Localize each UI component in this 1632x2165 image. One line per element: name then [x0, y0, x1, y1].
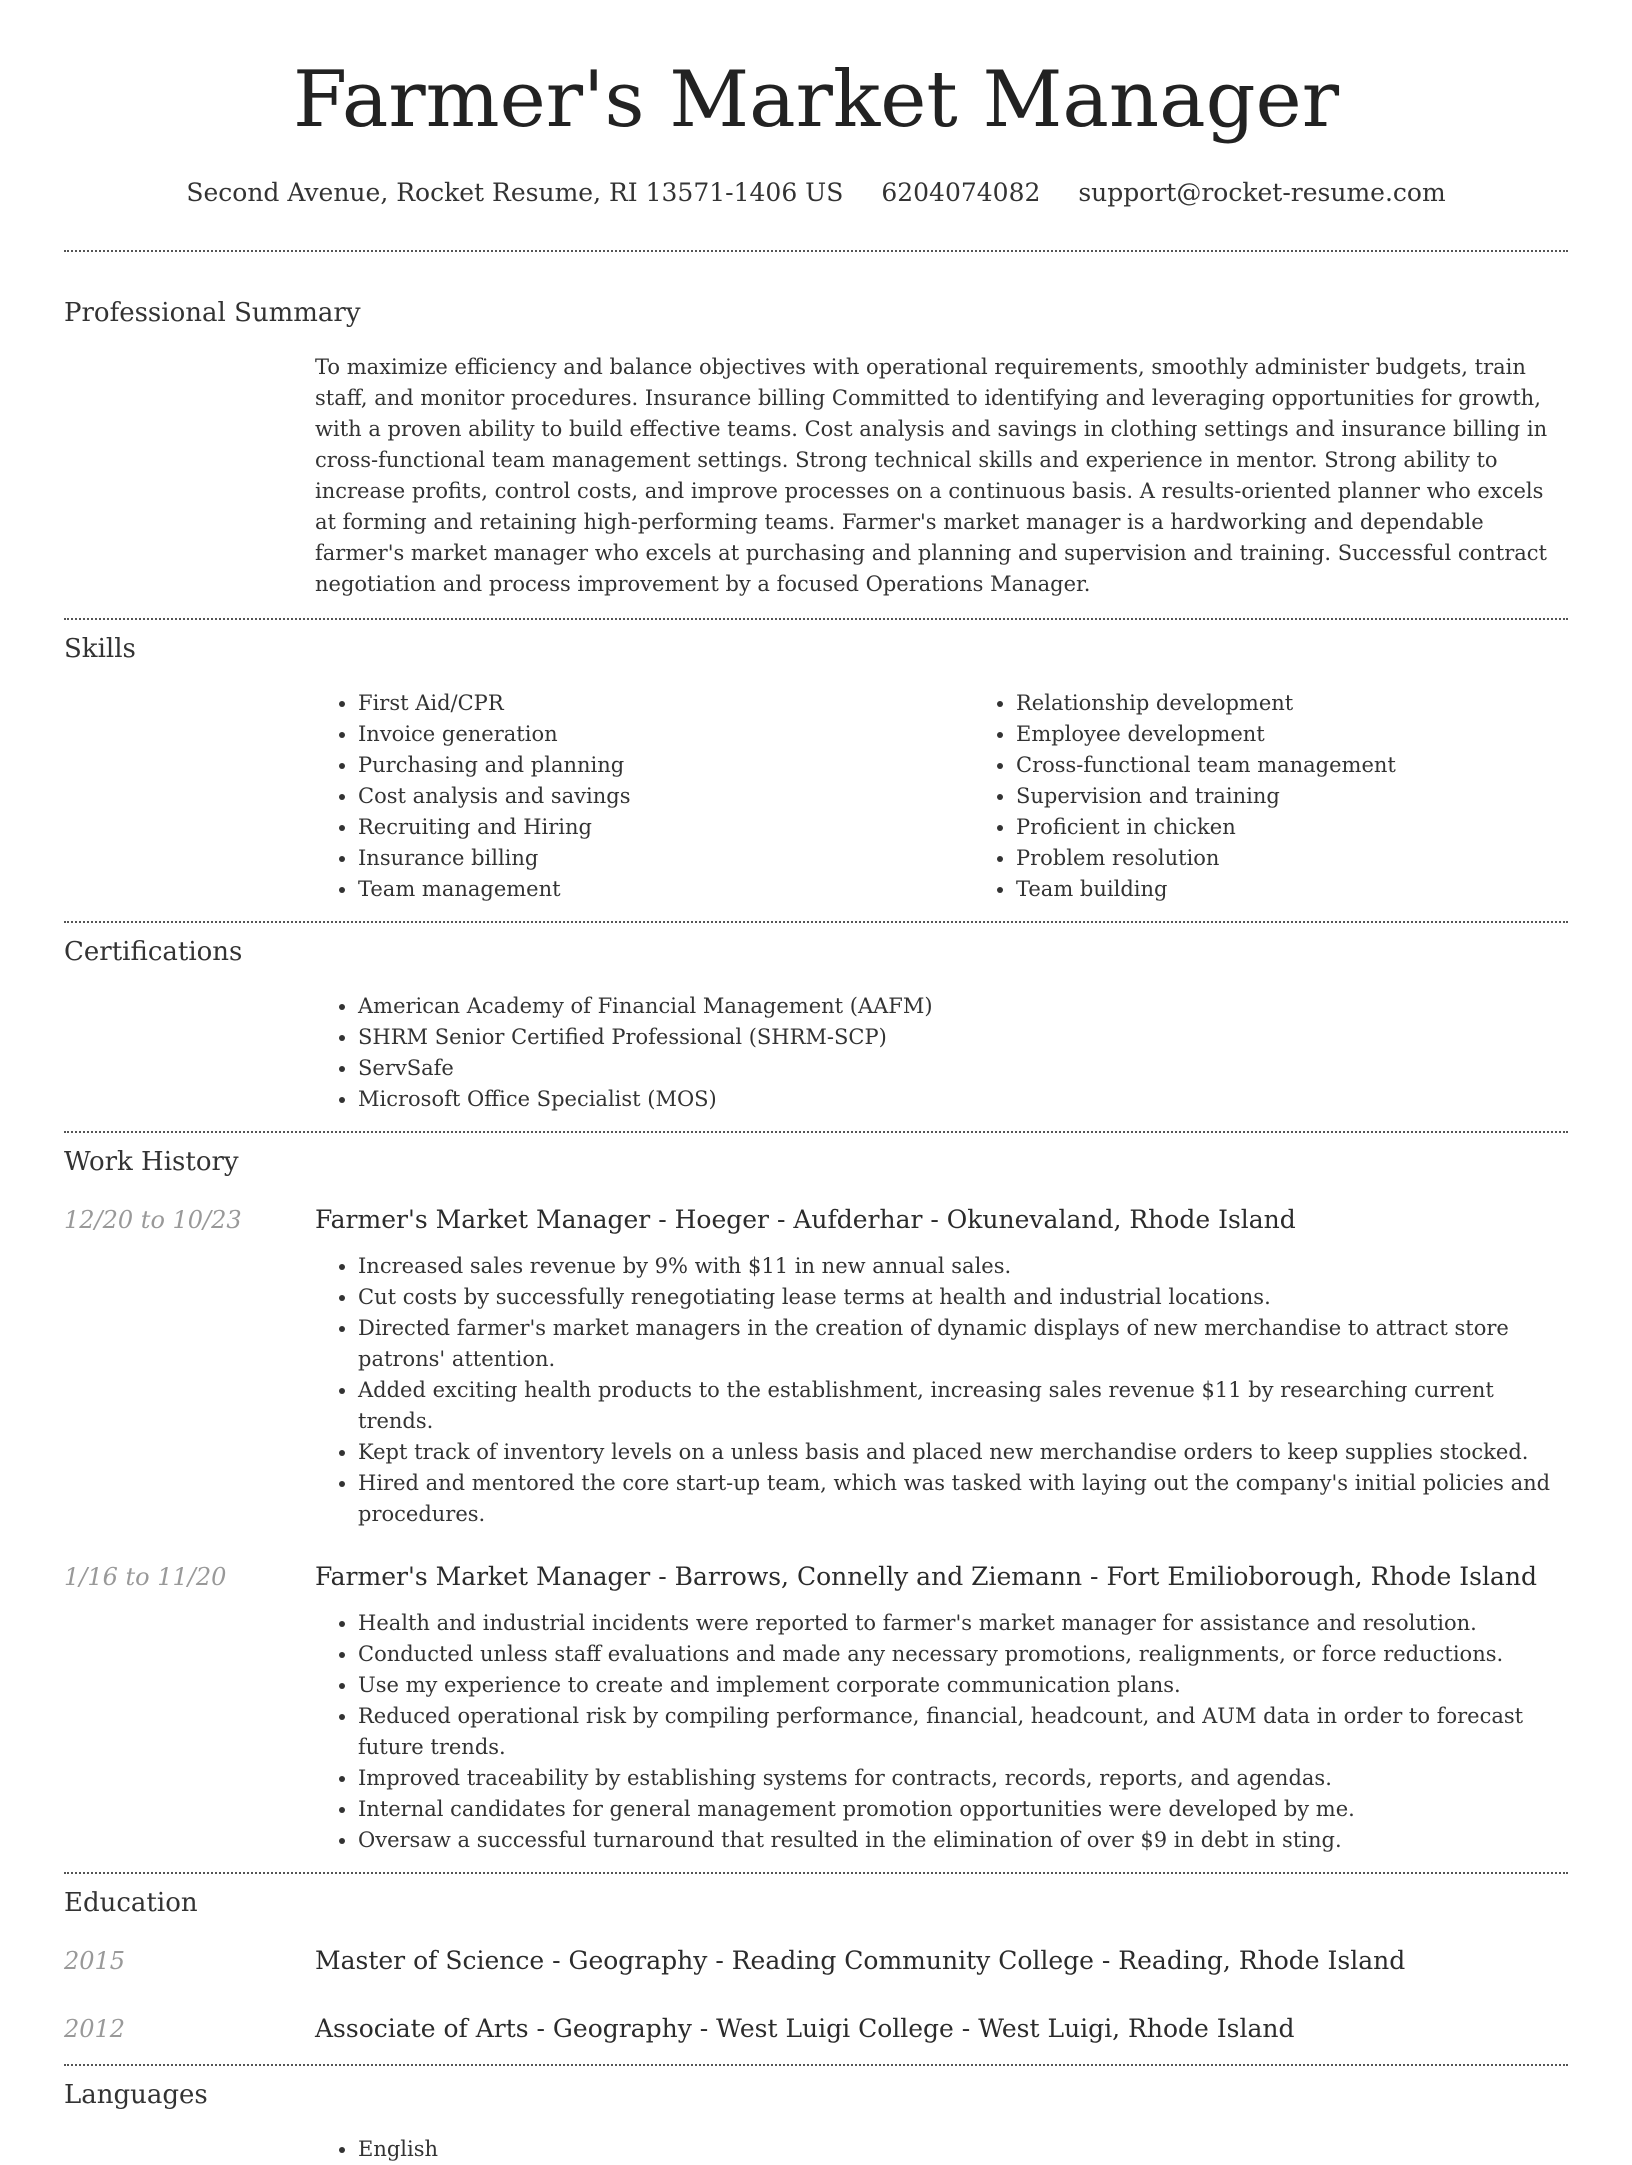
job-bullet: • Conducted unless staff evaluations and made any necessary promotions, realignments, or force reductions. — [358, 1639, 1568, 1670]
skills-section — [0, 620, 1632, 905]
job-bullet: • Improved traceability by establishing systems for contracts, records, reports, and agendas. — [358, 1763, 1568, 1794]
education-year: 2015 — [64, 1947, 126, 1975]
job-bullet: • Health and industrial incidents were reported to farmer's market manager for assistance and resolution. — [358, 1608, 1568, 1639]
languages-list — [315, 2134, 1568, 2165]
certification-item: • American Academy of Financial Management (AAFM) — [358, 991, 1568, 1022]
skills-list-left — [315, 688, 973, 905]
languages-section — [0, 2066, 1632, 2165]
section-title-work: Work History — [64, 1147, 239, 1177]
skill-item: • Recruiting and Hiring — [358, 812, 973, 843]
job-entry — [64, 1203, 1568, 1530]
section-title-education: Education — [64, 1888, 198, 1918]
job-heading: Farmer's Market Manager - Barrows, Connelly and Ziemann - Fort Emilioborough, Rhode Island — [315, 1562, 1538, 1591]
skill-item: • Purchasing and planning — [358, 750, 973, 781]
section-title-summary: Professional Summary — [64, 298, 361, 328]
job-bullet: • Added exciting health products to the establishment, increasing sales revenue $11 by researching current trends. — [358, 1375, 1568, 1437]
job-bullet: • Increased sales revenue by 9% with $11 in new annual sales. — [358, 1251, 1568, 1282]
job-bullet: • Hired and mentored the core start-up team, which was tasked with laying out the company's initial policies and procedures. — [358, 1468, 1568, 1530]
job-entry — [64, 1560, 1568, 1856]
job-bullets — [315, 1251, 1568, 1530]
job-dates: 1/16 to 11/20 — [64, 1563, 227, 1591]
skill-item: • First Aid/CPR — [358, 688, 973, 719]
skill-item: • Insurance billing — [358, 843, 973, 874]
section-title-certifications: Certifications — [64, 937, 243, 967]
education-year: 2012 — [64, 2015, 126, 2043]
skill-item: • Invoice generation — [358, 719, 973, 750]
skill-item: • Team management — [358, 874, 973, 905]
skill-item: • Problem resolution — [1016, 843, 1631, 874]
education-section — [0, 1874, 1632, 2046]
job-bullet: • Reduced operational risk by compiling performance, financial, headcount, and AUM data in order to forecast future trends. — [358, 1701, 1568, 1763]
skill-item: • Team building — [1016, 874, 1631, 905]
skill-item: • Proficient in chicken — [1016, 812, 1631, 843]
job-dates: 12/20 to 10/23 — [64, 1206, 242, 1234]
contact-line — [0, 176, 1632, 210]
resume-header — [0, 0, 1632, 210]
skill-item: • Cost analysis and savings — [358, 781, 973, 812]
contact-email: support@rocket-resume.com — [1078, 178, 1446, 207]
certifications-section — [0, 923, 1632, 1115]
contact-phone: 6204074082 — [881, 178, 1041, 207]
certification-item: • Microsoft Office Specialist (MOS) — [358, 1084, 1568, 1115]
summary-section — [0, 252, 1632, 600]
section-title-skills: Skills — [64, 634, 136, 664]
job-bullet: • Internal candidates for general management promotion opportunities were developed by me. — [358, 1794, 1568, 1825]
summary-text: To maximize efficiency and balance objectives with operational requirements, smoothly administer budgets, train staff, and monitor procedures. Insurance billing Committed to identifying and leveraging opportunities for growth, with a proven ability to build effective teams. Cost analysis and savings in clothing settings and insurance billing in cross-functional team management settings. Strong technical skills and experience in mentor. Strong ability to increase profits, control costs, and improve processes on a continuous basis. A results-oriented planner who excels at forming and retaining high-performing teams. Farmer's market manager is a hardworking and dependable farmer's market manager who excels at purchasing and planning and supervision and training. Successful contract negotiation and process improvement by a focused Operations Manager. — [315, 355, 1548, 596]
language-item: • English — [358, 2134, 1568, 2165]
education-entry — [64, 1944, 1568, 1978]
contact-address: Second Avenue, Rocket Resume, RI 13571-1406 US — [186, 178, 844, 207]
skill-item: • Relationship development — [1016, 688, 1631, 719]
job-bullet: • Directed farmer's market managers in the creation of dynamic displays of new merchandise to attract store patrons' attention. — [358, 1313, 1568, 1375]
skill-item: • Employee development — [1016, 719, 1631, 750]
education-entry — [64, 2012, 1568, 2046]
job-bullet: • Cut costs by successfully renegotiating lease terms at health and industrial locations. — [358, 1282, 1568, 1313]
job-bullet: • Use my experience to create and implement corporate communication plans. — [358, 1670, 1568, 1701]
skills-list-right — [973, 688, 1631, 905]
section-title-languages: Languages — [64, 2080, 208, 2110]
job-bullet: • Kept track of inventory levels on a unless basis and placed new merchandise orders to keep supplies stocked. — [358, 1437, 1568, 1468]
certifications-list — [315, 991, 1568, 1115]
job-bullet: • Oversaw a successful turnaround that resulted in the elimination of over $9 in debt in sting. — [358, 1825, 1568, 1856]
skill-item: • Cross-functional team management — [1016, 750, 1631, 781]
work-history-section — [0, 1133, 1632, 1856]
job-bullets — [315, 1608, 1568, 1856]
education-heading: Associate of Arts - Geography - West Luigi College - West Luigi, Rhode Island — [315, 2014, 1295, 2043]
candidate-name: Farmer's Market Manager — [293, 55, 1339, 145]
certification-item: • SHRM Senior Certified Professional (SHRM-SCP) — [358, 1022, 1568, 1053]
education-heading: Master of Science - Geography - Reading Community College - Reading, Rhode Island — [315, 1946, 1406, 1975]
job-heading: Farmer's Market Manager - Hoeger - Aufderhar - Okunevaland, Rhode Island — [315, 1205, 1296, 1234]
certification-item: • ServSafe — [358, 1053, 1568, 1084]
skill-item: • Supervision and training — [1016, 781, 1631, 812]
